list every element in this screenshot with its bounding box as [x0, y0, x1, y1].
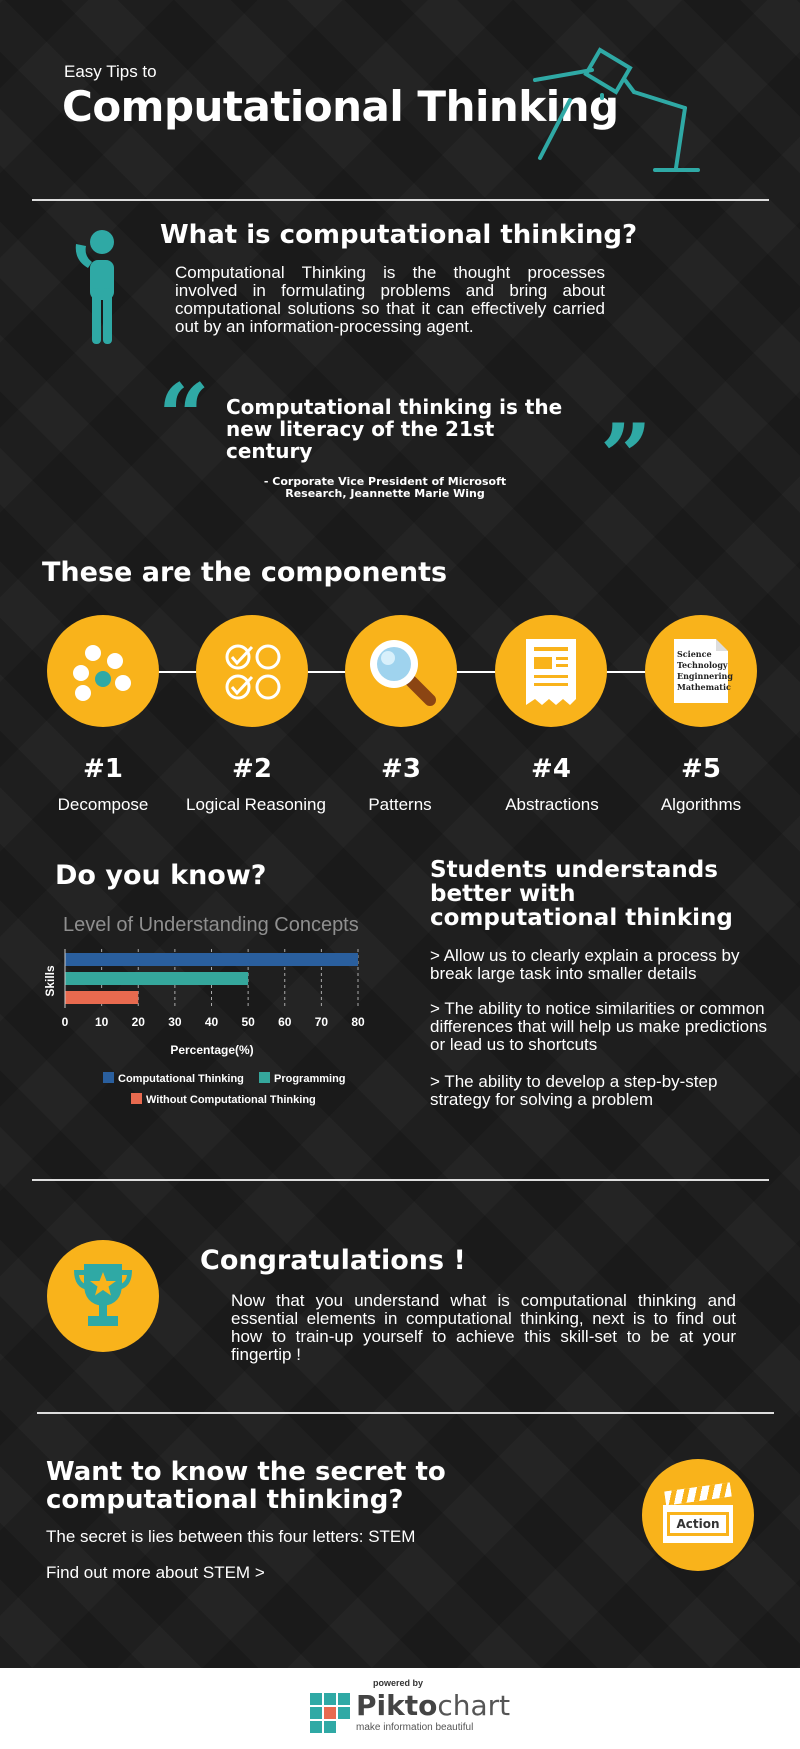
- component-number: #3: [381, 754, 421, 784]
- component-label: Abstractions: [505, 795, 599, 814]
- legend-swatch: [103, 1072, 114, 1083]
- clapperboard-icon: [663, 1485, 733, 1545]
- document-icon: [674, 639, 733, 703]
- algorithms-circle: [645, 615, 757, 727]
- section-title-what-is: What is computational thinking?: [160, 220, 638, 250]
- x-tick-label: 80: [351, 1015, 365, 1029]
- logical-reasoning-circle: [196, 615, 308, 727]
- stem-list: [677, 649, 733, 693]
- component-label: Decompose: [57, 795, 149, 814]
- component-number: #2: [232, 754, 272, 784]
- x-tick-label: 70: [314, 1015, 329, 1029]
- clapper-label: Action: [667, 1512, 728, 1536]
- legend-swatch: [131, 1093, 142, 1104]
- bar: [65, 972, 248, 985]
- trophy-circle: [47, 1240, 159, 1352]
- legend-label: Programming: [274, 1073, 346, 1085]
- legend-swatch: [259, 1072, 270, 1083]
- brand-name-part: chart: [437, 1689, 511, 1722]
- component-label: Logical Reasoning: [186, 795, 326, 814]
- component-number: #1: [83, 754, 123, 784]
- stem-line: Enginnering: [677, 671, 733, 681]
- stem-line: Technology: [677, 660, 728, 670]
- piktochart-logo-icon: [310, 1693, 350, 1733]
- secret-title: Want to know the secret to computational thinking?: [46, 1457, 446, 1515]
- x-tick-label: 30: [168, 1015, 182, 1029]
- quote-author: - Corporate Vice President of Microsoft Research, Jeannette Marie Wing: [263, 475, 507, 500]
- list-item: > The ability to develop a step-by-step strategy for solving a problem: [430, 1072, 718, 1109]
- definition-text: Computational Thinking is the thought processes involved in formulating problems and bring about computational solutions so that it can effectively carried out by an information-processing agent.: [175, 263, 605, 336]
- brand-name-part: Pikto: [356, 1689, 438, 1722]
- congrats-title: Congratulations !: [200, 1245, 466, 1276]
- do-you-know-title: Do you know?: [55, 860, 267, 891]
- list-item: > The ability to notice similarities or common differences that will help us make predictions or lead us to shortcuts: [430, 999, 768, 1054]
- students-title: Students understands better with computational thinking: [430, 857, 733, 931]
- x-tick-label: 0: [61, 1015, 69, 1029]
- subtitle: Easy Tips to: [64, 62, 157, 81]
- quote-text: Computational thinking is the new literacy of the 21st century: [226, 395, 563, 463]
- x-tick-label: 60: [278, 1015, 292, 1029]
- clapperboard-circle: [642, 1459, 754, 1571]
- component-label: Algorithms: [660, 795, 742, 814]
- x-tick-label: 50: [241, 1015, 255, 1029]
- chart-title: Level of Understanding Concepts: [63, 914, 359, 936]
- x-tick-label: 40: [204, 1015, 219, 1029]
- footer: [0, 1668, 800, 1749]
- trophy-icon: [68, 1258, 138, 1334]
- decompose-circle: [47, 615, 159, 727]
- list-item: > Allow us to clearly explain a process by break large task into smaller details: [430, 946, 740, 983]
- stem-link[interactable]: Find out more about STEM >: [46, 1563, 265, 1582]
- bar: [65, 953, 358, 966]
- component-number: #4: [531, 754, 571, 784]
- x-tick-label: 10: [94, 1015, 109, 1029]
- checklist-icon: [212, 631, 292, 711]
- component-number: #5: [681, 754, 721, 784]
- powered-by-text: powered by: [373, 1678, 424, 1688]
- thinking-person-icon: [70, 228, 134, 348]
- x-axis-label: Percentage(%): [170, 1043, 254, 1057]
- piktochart-logo[interactable]: [310, 1689, 511, 1733]
- divider: [32, 199, 769, 201]
- patterns-circle: [345, 615, 457, 727]
- bar: [65, 991, 138, 1004]
- x-tick-label: 20: [131, 1015, 145, 1029]
- legend-label: Without Computational Thinking: [146, 1094, 316, 1106]
- magnifier-icon: [358, 628, 444, 714]
- bar-chart: [40, 940, 400, 1130]
- divider: [32, 1179, 769, 1181]
- abstractions-circle: [495, 615, 607, 727]
- components-title: These are the components: [42, 557, 448, 588]
- decompose-icon: [63, 631, 143, 711]
- open-quote-icon: “: [158, 364, 210, 470]
- component-label: Patterns: [368, 795, 432, 814]
- divider: [37, 1412, 774, 1414]
- secret-text: The secret is lies between this four letters: STEM: [46, 1527, 416, 1546]
- legend-label: Computational Thinking: [118, 1073, 244, 1085]
- y-axis-label: Skills: [43, 965, 57, 997]
- stem-line: Mathematic: [677, 682, 731, 692]
- page-title: Computational Thinking: [62, 82, 619, 131]
- brand-tagline: make information beautiful: [356, 1722, 474, 1733]
- congrats-text: Now that you understand what is computational thinking and essential elements in computational thinking, next is to find out how to train-up yourself to achieve this skill-set to be at your fingertip !: [231, 1291, 736, 1364]
- close-quote-icon: ”: [600, 404, 652, 510]
- receipt-icon: [516, 631, 586, 711]
- stem-line: Science: [677, 649, 712, 659]
- desk-lamp-icon: [530, 40, 700, 180]
